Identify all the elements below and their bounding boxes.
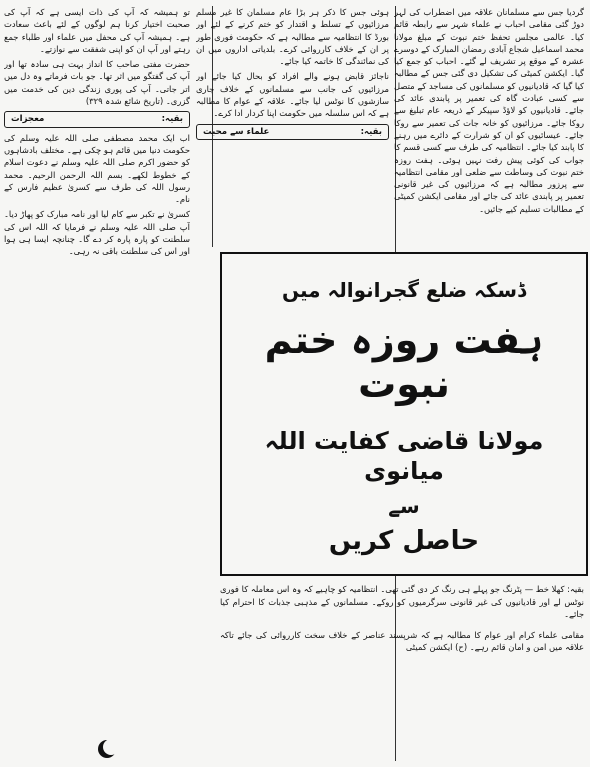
column-left (4, 6, 190, 761)
column-middle (196, 6, 389, 247)
article-paragraph: حضرت مفتی صاحب کا انداز بہت ہی سادہ تھا اور آپ کی گفتگو میں اثر تھا۔ جو بات فرماتے وہ دل میں اتر جاتی۔ آپ کی پوری زندگی دین کی خدمت میں گزری۔ (تاریخ شائع شدہ ۳۲۹) (4, 59, 190, 107)
crescent-icon (98, 740, 116, 758)
continued-box (4, 111, 190, 127)
article-paragraph: کسریٰ نے تکبر سے کام لیا اور نامہ مبارک کو پھاڑ دیا۔ آپ صلی اللہ علیہ وسلم نے فرمایا کہ اللہ اس کی سلطنت کو پارہ پارہ کر دے گا۔ چنانچہ ایسا ہی ہوا اور اس کی سلطنت باقی نہ رہی۔ (4, 209, 190, 257)
ad-agent-name: مولانا قاضی کفایت اللہ میانوی (264, 427, 544, 485)
article-paragraph: تو ہمیشہ کہ آپ کی ذات ایسی ہے کہ آپ کی صحبت اختیار کرنا ہم لوگوں کے لئے باعث سعادت ہے۔ ہمیشہ آپ کی محفل میں علماء اور طلباء جمع رہتے اور آپ ان کو اپنی شفقت سے نوازتے۔ (4, 7, 190, 54)
advertisement-box (220, 252, 588, 576)
ad-location: ڈسکہ ضلع گجرانوالہ میں (282, 278, 526, 302)
continued-title: علماء سے محبت (203, 126, 270, 137)
ad-call-to-action: حاصل کریں (328, 526, 480, 556)
article-paragraph: مقامی علماء کرام اور عوام کا مطالبہ ہے کہ شرپسند عناصر کے خلاف سخت کارروائی کی جائے تاکہ علاقہ میں امن و امان قائم رہے۔ (ح) ایکشن کمیٹی (220, 629, 584, 652)
article-paragraph: ہوئی جس کا ذکر ہر بڑا عام مسلمان کا غیر مسلم مرزائیوں کے تسلط و اقتدار کو ختم کرنے کے لئے اور بورڈ کا انتظامیہ سے مطالبہ ہے کہ حکومت فوری طور پر ان کے خلاف کارروائی کرے۔ بلدیاتی اداروں میں ان کی نمائندگی کا خاتمہ کیا جائے۔ (196, 7, 389, 67)
article-paragraph: گردیا جس سے مسلمانان علاقہ میں اضطراب کی لہر دوڑ گئی مقامی احباب نے علماء شہر سے رابطہ قائم کیا۔ عالمی مجلس تحفظ ختم نبوت کے مبلغ مولانا محمد اسماعیل شجاع آبادی رمضان المبارک کے دوسرے عشرہ کے موقع پر تشریف لے گئے۔ احباب کو جمع کیا گیا۔ ایکشن کمیٹی کی تشکیل دی گئی جس کے مطالبہ کیا گیا کہ قادیانیوں کو مسلمانوں کی مساجد کے متصل سے کسی عبادت گاہ کی تعمیر پر پابندی عائد کی جائے۔ قادیانیوں کو لاؤڈ سپیکر کے ذریعہ عام تبلیغ سے روکا جائے۔ مرزائیوں کو خانہ جات کی تعمیر سے روکا جائے۔ عیسائیوں کو ان کو شرارت کے دائرے میں رہنے کا پابند کیا جائے۔ انتظامیہ کی طرف سے کسی قسم کا جواب کی کوئی پیش رفت نہیں ہوئی۔ ہفت روزہ ختم نبوت کی وساطت سے ضلعی اور مقامی انتظامیہ سے پرزور مطالبہ ہے کہ مرزائیوں کی غیر قانونی تعمیر پر پابندی عائد کی جائے اور مقامی ایکشن کمیٹی کے مطالبات تسلیم کیے جائیں۔ (394, 7, 584, 214)
continued-title: معجزات (11, 114, 45, 125)
article-paragraph: ناجائز قابض ہونے والے افراد کو بحال کیا جائے اور مرزائیوں کی جانب سے مسلمانوں کے خلاف جاری سازشوں کا نوٹس لیا جائے۔ علاقہ کے عوام کا مطالبہ ہے کہ اس سلسلہ میں حکومت اپنا کردار ادا کرے۔ (196, 71, 389, 119)
continued-label: بقیہ: (161, 114, 183, 125)
article-paragraph: بقیہ: کھلا خط — پٹرنگ جو پہلے ہی رنگ کر دی گئی تھی۔ انتظامیہ کو چاہیے کہ وہ اس معاملہ کا فوری نوٹس لے اور قادیانیوں کی غیر قانونی سرگرمیوں کو روکے۔ مسلمانوں کے مذہبی جذبات کا احترام کیا جائے۔ (220, 584, 584, 619)
article-paragraph: اب ایک محمد مصطفی صلی اللہ علیہ وسلم کی حکومت دنیا میں قائم ہو چکی ہے۔ مختلف بادشاہوں کو حضور اکرم صلی اللہ علیہ وسلم نے دعوت اسلام کے خطوط لکھے۔ بسم اللہ الرحمن الرحیم۔ محمد رسول اللہ کی طرف سے کسریٰ عظیم فارس کے نام۔ (4, 132, 190, 205)
ad-connector: سے (388, 494, 420, 518)
continued-box (196, 124, 389, 140)
continued-label: بقیہ: (360, 126, 382, 137)
bottom-article (220, 575, 584, 761)
ad-publication-title: ہفت روزہ ختم نبوت (264, 318, 544, 406)
